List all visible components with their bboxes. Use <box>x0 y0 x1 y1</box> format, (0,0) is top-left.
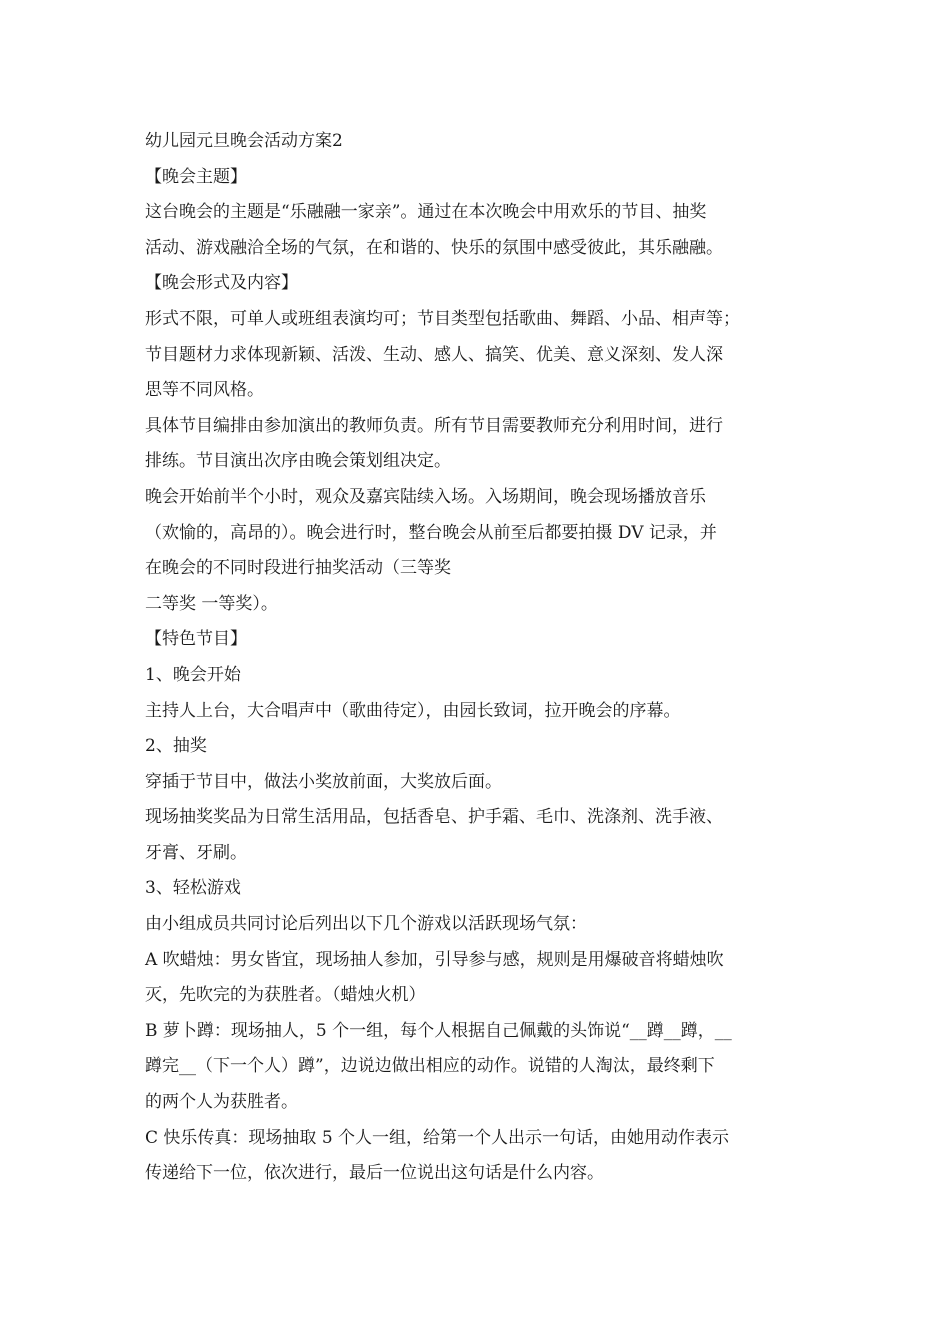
paragraph-line: 二等奖 一等奖）。 <box>145 593 278 614</box>
paragraph-line: 具体节目编排由参加演出的教师负责。所有节目需要教师充分利用时间，进行 <box>145 415 723 436</box>
paragraph-line: 节目题材力求体现新颖、活泼、生动、感人、搞笑、优美、意义深刻、发人深 <box>145 344 723 365</box>
paragraph-line: 主持人上台，大合唱声中（歌曲待定），由园长致词，拉开晚会的序幕。 <box>145 700 681 721</box>
paragraph-line: 形式不限，可单人或班组表演均可；节目类型包括歌曲、舞蹈、小品、相声等； <box>145 308 740 329</box>
section-heading-theme: 【晚会主题】 <box>145 166 247 187</box>
paragraph-line: 灭，先吹完的为获胜者。（蜡烛火机） <box>145 985 426 1006</box>
paragraph-line: 在晚会的不同时段进行抽奖活动（三等奖 <box>145 558 451 579</box>
paragraph-line: 蹲完__（下一个人）蹲”，边说边做出相应的动作。说错的人淘汰，最终剩下 <box>145 1056 715 1077</box>
document-title: 幼儿园元旦晚会活动方案2 <box>145 131 343 151</box>
list-heading: 2、抽奖 <box>145 736 207 757</box>
section-heading-featured: 【特色节目】 <box>145 629 247 650</box>
paragraph-line: A 吹蜡烛：男女皆宜，现场抽人参加，引导参与感，规则是用爆破音将蜡烛吹 <box>145 949 724 970</box>
paragraph-line: 活动、游戏融洽全场的气氛，在和谐的、快乐的氛围中感受彼此，其乐融融。 <box>145 237 723 258</box>
section-heading-format: 【晚会形式及内容】 <box>145 273 298 294</box>
paragraph-line: 思等不同风格。 <box>145 380 264 401</box>
paragraph-line: 的两个人为获胜者。 <box>145 1092 298 1113</box>
paragraph-line: 穿插于节目中，做法小奖放前面，大奖放后面。 <box>145 771 502 792</box>
paragraph-line: B 萝卜蹲：现场抽人，5 个一组，每个人根据自己佩戴的头饰说“__蹲__蹲，__ <box>145 1020 732 1041</box>
paragraph-line: 排练。节目演出次序由晚会策划组决定。 <box>145 451 451 472</box>
document-body <box>145 124 815 1192</box>
paragraph-line: 传递给下一位，依次进行，最后一位说出这句话是什么内容。 <box>145 1163 604 1184</box>
paragraph-line: 现场抽奖奖品为日常生活用品，包括香皂、护手霜、毛巾、洗涤剂、洗手液、 <box>145 807 723 828</box>
paragraph-line: C 快乐传真：现场抽取 5 个人一组，给第一个人出示一句话，由她用动作表示 <box>145 1127 730 1148</box>
paragraph-line: 由小组成员共同讨论后列出以下几个游戏以活跃现场气氛： <box>145 914 587 935</box>
paragraph-line: 牙膏、牙刷。 <box>145 842 247 863</box>
list-heading: 1、晚会开始 <box>145 664 241 685</box>
paragraph-line: （欢愉的，高昂的）。晚会进行时，整台晚会从前至后都要拍摄 DV 记录，并 <box>145 522 717 543</box>
paragraph-line: 这台晚会的主题是“乐融融一家亲”。通过在本次晚会中用欢乐的节目、抽奖 <box>145 202 707 223</box>
paragraph-line: 晚会开始前半个小时，观众及嘉宾陆续入场。入场期间，晚会现场播放音乐 <box>145 486 706 507</box>
list-heading: 3、轻松游戏 <box>145 878 241 899</box>
